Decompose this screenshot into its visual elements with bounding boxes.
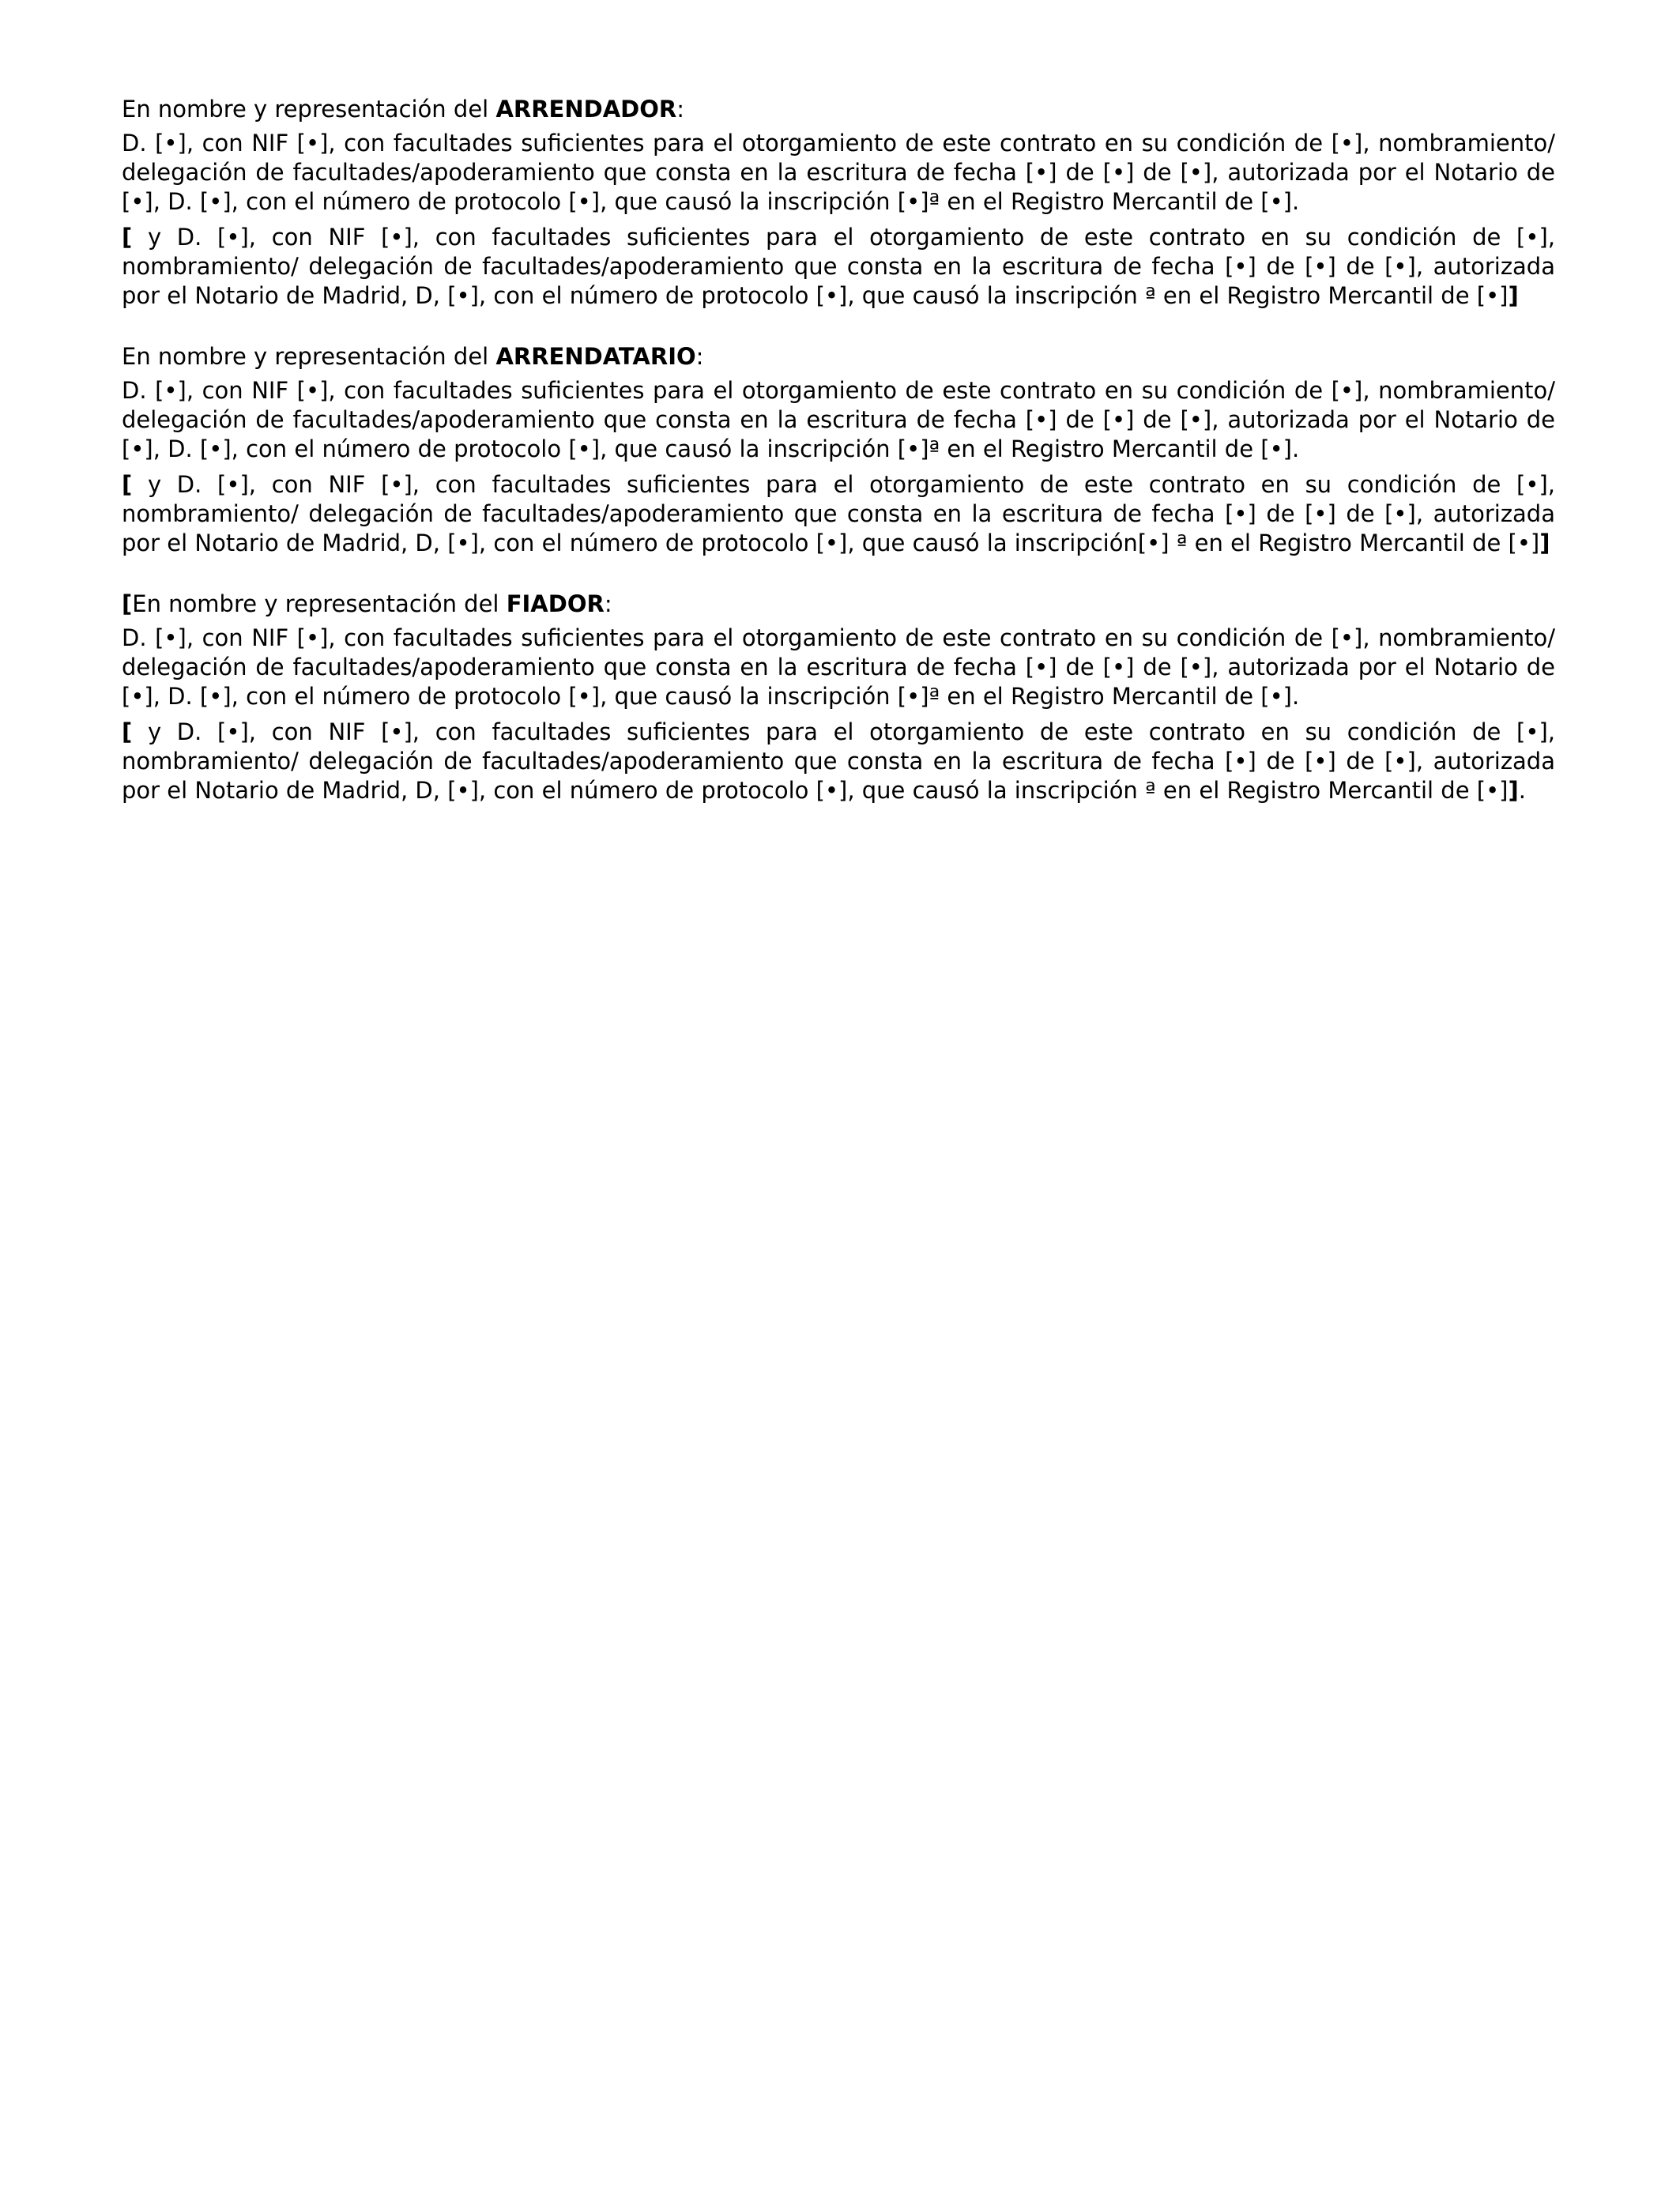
party-name: ARRENDATARIO	[495, 343, 696, 370]
open-bracket: [	[122, 718, 133, 745]
section-fiador	[122, 590, 1555, 805]
heading-suffix: :	[604, 590, 612, 617]
paragraph-end: .	[1518, 777, 1526, 804]
section-heading	[122, 590, 1555, 619]
heading-suffix: :	[676, 96, 684, 123]
party-name: ARRENDADOR	[495, 96, 677, 123]
representative-paragraph: D. [•], con NIF [•], con facultades suficientes para el otorgamiento de este contrato en su condición de [•], nombramiento/ delegación de facultades/apoderamiento que consta en la escritura de fecha [•] de [•] de [•], autorizada por el Notario de [•], D. [•], con el número de protocolo [•], que causó la inscripción [•]ª en el Registro Mercantil de [•].	[122, 130, 1555, 215]
representative-paragraph: D. [•], con NIF [•], con facultades suficientes para el otorgamiento de este contrato en su condición de [•], nombramiento/ delegación de facultades/apoderamiento que consta en la escritura de fecha [•] de [•] de [•], autorizada por el Notario de [•], D. [•], con el número de protocolo [•], que causó la inscripción [•]ª en el Registro Mercantil de [•].	[122, 377, 1555, 462]
optional-representative-paragraph	[122, 223, 1555, 311]
open-bracket: [	[122, 590, 133, 617]
optional-representative-paragraph	[122, 470, 1555, 558]
optional-representative-paragraph	[122, 718, 1555, 805]
heading-suffix: :	[695, 343, 704, 370]
heading-prefix: En nombre y representación del	[132, 590, 507, 617]
open-bracket: [	[122, 471, 133, 498]
paragraph-text: y D. [•], con NIF [•], con facultades suficientes para el otorgamiento de este contrato en su condición de [•], nombramiento/ delegación de facultades/apoderamiento que consta en la escritura de fecha [•] de [•] de [•], autorizada por el Notario de Madrid, D, [•], con el número de protocolo [•], que causó la inscripción ª en el Registro Mercantil de [•]	[122, 718, 1555, 804]
section-arrendatario	[122, 342, 1555, 558]
heading-prefix: En nombre y representación del	[122, 96, 496, 123]
paragraph-text: y D. [•], con NIF [•], con facultades suficientes para el otorgamiento de este contrato en su condición de [•], nombramiento/ delegación de facultades/apoderamiento que consta en la escritura de fecha [•] de [•] de [•], autorizada por el Notario de Madrid, D, [•], con el número de protocolo [•], que causó la inscripción[•] ª en el Registro Mercantil de [•]	[122, 471, 1555, 556]
representative-paragraph: D. [•], con NIF [•], con facultades suficientes para el otorgamiento de este contrato en su condición de [•], nombramiento/ delegación de facultades/apoderamiento que consta en la escritura de fecha [•] de [•] de [•], autorizada por el Notario de [•], D. [•], con el número de protocolo [•], que causó la inscripción [•]ª en el Registro Mercantil de [•].	[122, 624, 1555, 710]
party-name: FIADOR	[506, 590, 605, 617]
open-bracket: [	[122, 224, 133, 251]
close-bracket: ]	[1539, 530, 1550, 556]
paragraph-text: y D. [•], con NIF [•], con facultades suficientes para el otorgamiento de este contrato en su condición de [•], nombramiento/ delegación de facultades/apoderamiento que consta en la escritura de fecha [•] de [•] de [•], autorizada por el Notario de Madrid, D, [•], con el número de protocolo [•], que causó la inscripción ª en el Registro Mercantil de [•]	[122, 224, 1555, 309]
section-heading	[122, 95, 1555, 124]
close-bracket: ]	[1508, 282, 1519, 309]
section-arrendador	[122, 95, 1555, 311]
document-page	[122, 95, 1555, 837]
section-heading	[122, 342, 1555, 371]
close-bracket: ]	[1508, 777, 1519, 804]
heading-prefix: En nombre y representación del	[122, 343, 496, 370]
